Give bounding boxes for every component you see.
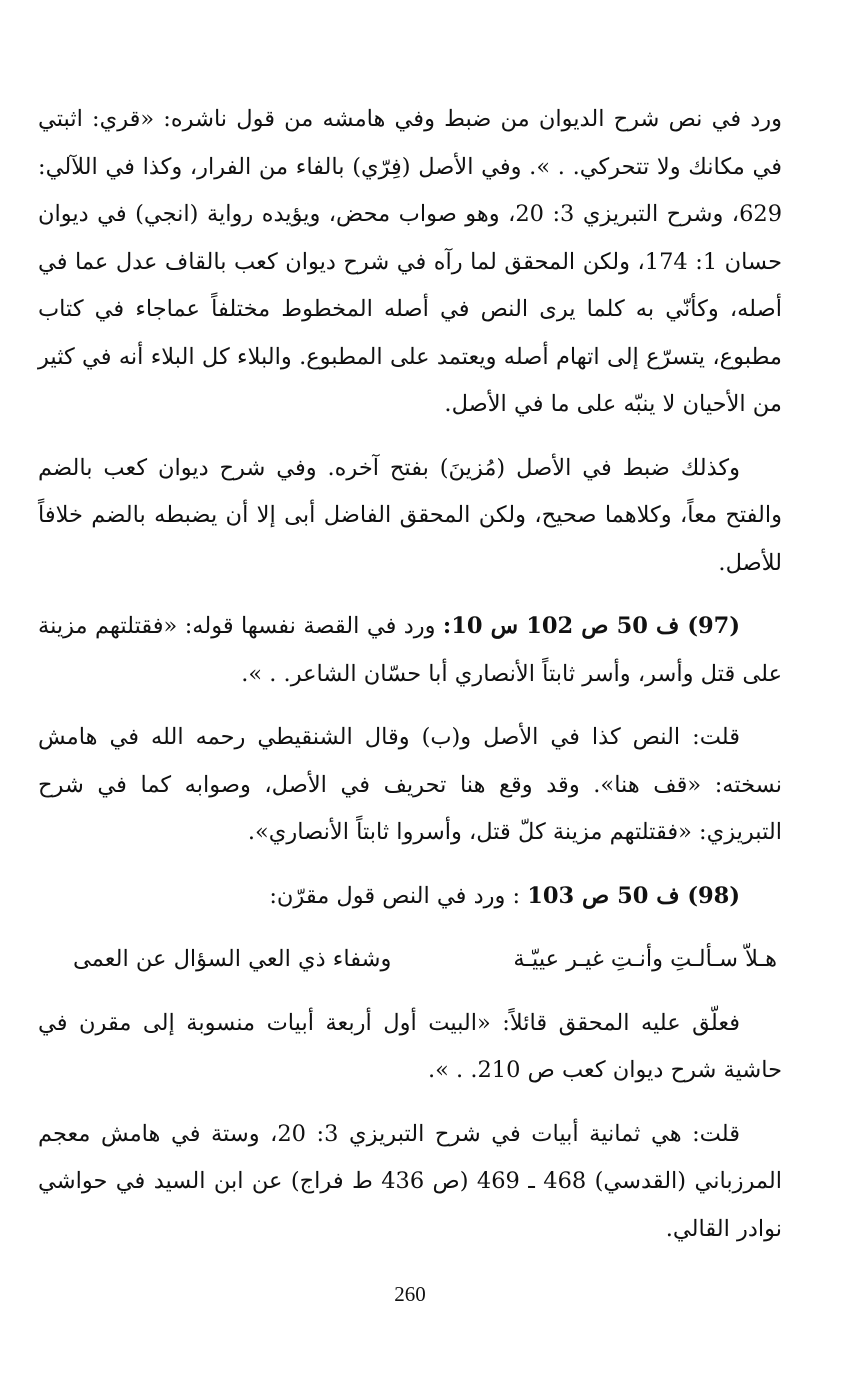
text-line: مختلفاً عماجاء في كتاب مطبوع، يتسرّع إلى اتهام أصله ويعتمد على المطبوع. <box>38 296 782 370</box>
paragraph-3 <box>38 603 782 698</box>
paragraph-6 <box>38 1000 782 1095</box>
verse-first-hemistich: هـلاّ سـألـتِ وأنـتِ غيـر عييّـة <box>513 946 777 972</box>
text-line: (انجي) في ديوان حسان 1: 174، ولكن المحقق لما رآه في شرح ديوان كعب <box>38 201 783 275</box>
entry-reference: (98) ف 50 ص 103 <box>527 882 740 909</box>
text-line: ورد في القصة نفسها قوله: «فقتلتهم <box>95 613 443 639</box>
text-line: بالقاف عدل عما في أصله، وكأنّي به كلما يرى النص في أصله المخطوط <box>38 248 782 322</box>
text-line: المرزباني (القدسي) 468 ـ 469 (ص 436 ط فراج) عن ابن السيد في حواشي <box>38 1168 783 1194</box>
text-line: قلت: النص كذا في الأصل و(ب) وقال الشنقيطي رحمه الله في هامش <box>38 724 740 750</box>
text-line: حاشية شرح ديوان كعب ص 210. . ». <box>427 1057 782 1083</box>
page-number: 260 <box>394 1282 426 1306</box>
text-line: نسخته: «قف هنا». وقد وقع هنا تحريف في الأصل، وصوابه كما في شرح <box>38 771 782 798</box>
poetry-verse <box>38 936 782 984</box>
paragraph-5 <box>38 873 782 921</box>
text-line: بالضم والفتح معاً، وكلاهما صحيح، ولكن المحقق الفاضل أبى إلا أن يضبطه <box>38 454 783 528</box>
entry-reference: (97) ف 50 ص 102 س 10: <box>442 613 740 639</box>
paragraph-2 <box>38 445 782 588</box>
text-line: ورد في نص شرح الديوان من ضبط وفي هامشه من قول ناشره: «قري: اثبتي <box>38 106 782 132</box>
text-line: في مكانك ولا تتحركي. . ». وفي الأصل (فِرّي) بالفاء من الفرار، وكذا في <box>105 153 783 180</box>
text-line: وكذلك ضبط في الأصل (مُزينَ) بفتح آخره. وفي شرح ديوان كعب <box>103 454 740 481</box>
paragraph-7 <box>38 1111 782 1254</box>
paragraph-4 <box>38 714 782 857</box>
page-body <box>38 96 782 1253</box>
paragraph-1 <box>38 96 782 429</box>
text-line: اللآلي: 629، وشرح التبريزي 3: 20، وهو صواب محض، ويؤيده رواية <box>38 153 783 227</box>
text-line: التبريزي: «فقتلتهم مزينة كلّ قتل، وأسروا ثابتاً الأنصاري». <box>247 819 782 845</box>
text-line: والبلاء كل البلاء أنه في كثير من الأحيان لا ينبّه على ما في الأصل. <box>38 343 782 417</box>
text-line: قلت: هي ثمانية أبيات في شرح التبريزي 3: 20، وستة في هامش معجم <box>38 1120 740 1147</box>
text-line: مزينة على قتل وأسر، وأسر ثابتاً الأنصاري أبا حسّان الشاعر. . ». <box>38 613 782 687</box>
text-line: نوادر القالي. <box>665 1215 782 1242</box>
verse-second-hemistich: وشفاء ذي العي السؤال عن العمى <box>73 946 392 972</box>
text-line: : ورد في النص قول مقرّن: <box>269 882 528 909</box>
text-line: فعلّق عليه المحقق قائلاً: «البيت أول أربعة أبيات منسوبة إلى مقرن في <box>38 1009 740 1036</box>
text-line: بالضم خلافاً للأصل. <box>38 502 782 576</box>
